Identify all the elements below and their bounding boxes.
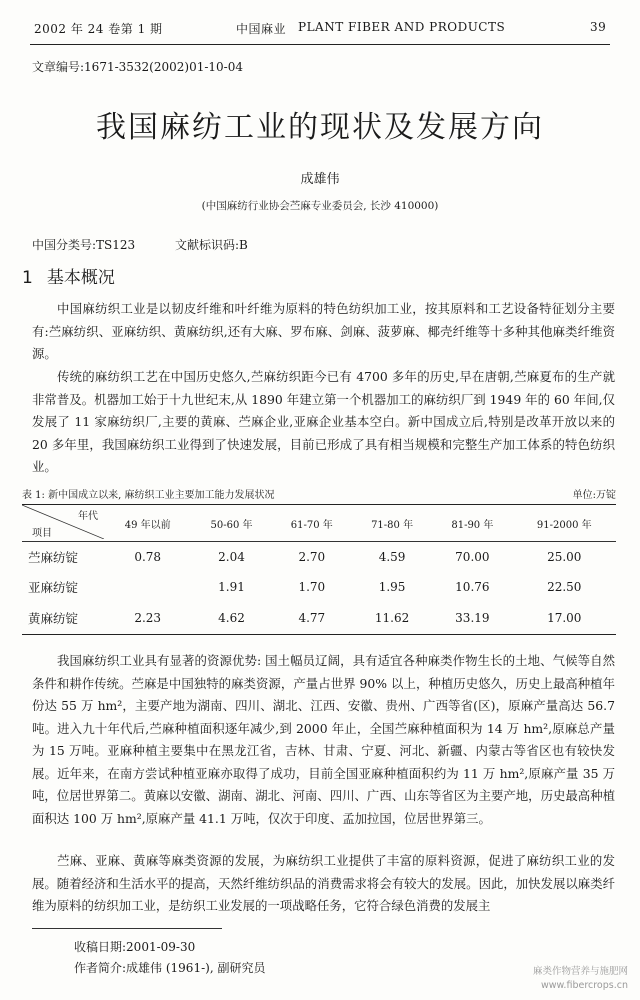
running-header xyxy=(0,0,640,50)
table-caption xyxy=(22,486,616,501)
column-header: 61-70 年 xyxy=(272,505,352,542)
corner-label-item: 项目 xyxy=(32,528,52,539)
column-header: 49 年以前 xyxy=(104,505,191,542)
column-header: 91-2000 年 xyxy=(513,505,617,542)
table-cell: 17.00 xyxy=(513,602,617,635)
table-unit: 单位:万锭 xyxy=(572,490,616,501)
table-cell: 11.62 xyxy=(352,602,432,635)
table-cell: 0.78 xyxy=(134,550,162,564)
author-affiliation: (中国麻纺行业协会苎麻专业委员会, 长沙 410000) xyxy=(201,200,439,212)
row-label: 苎麻纺锭 xyxy=(28,550,79,565)
author-name: 成雄伟 xyxy=(300,172,340,187)
clc-number: 中国分类号:TS123 xyxy=(32,238,136,252)
table-row xyxy=(22,602,616,635)
watermark xyxy=(533,965,628,993)
table-cell: 22.50 xyxy=(547,580,582,594)
table-cell: 1.91 xyxy=(218,580,245,594)
header-rule xyxy=(30,44,610,45)
paragraph-3: 我国麻纺织工业具有显著的资源优势: 国土幅员辽阔，具有适宜各种麻类作物生长的土地、气候等自然条件和耕作传统。苎麻是中国独特的麻类资源，产量占世界 90% 以上，种植历史悠久，历史上最高种植年份达 55 万 hm²，主要产地为湖南、四川、湖北、江西、安徽、贵州、广西等省(区)，原麻产量高达 56.7 吨。进入九十年代后,苎麻种植面积逐年减少,到 2000 年止，全国苎麻种植面积为 14 万 hm²,原麻总产量为 15 万吨。亚麻种植主要集中在黑龙江省，吉林、甘肃、宁夏、河北、新疆、内蒙古等省区也有较快发展。近年来，在南方尝试种植亚麻亦取得了成功，目前全国亚麻种植面积约为 11 万 hm²,原麻产量 35 万吨，位居世界第二。黄麻以安徽、湖南、湖北、河南、四川、广西、山东等省区为主要产地，历史最高种植面积达 100 万 hm²,原麻产量 41.1 万吨，仅次于印度、孟加拉国，位居世界第三。 xyxy=(32,653,615,826)
column-header: 50-60 年 xyxy=(191,505,271,542)
table-cell: 1.95 xyxy=(378,580,406,594)
table-cell: 2.23 xyxy=(104,602,191,635)
table-cell: 4.62 xyxy=(191,602,271,635)
row-label: 黄麻纺锭 xyxy=(22,602,104,635)
issue-info: 2002 年 24 卷第 1 期 xyxy=(34,22,163,36)
paragraph-2: 传统的麻纺织工艺在中国历史悠久,苎麻纺织距今已有 4700 多年的历史,早在唐朝,苎麻夏布的生产就非常普及。机器加工始于十九世纪末,从 1890 年建立第一个机器加工的麻纺织厂到 1949 年的 60 年间,仅发展了 11 家麻纺织厂,主要的黄麻、苎麻企业,亚麻企业基本空白。新中国成立后,特别是改革开放以来的 20 多年里，我国麻纺织工业得到了快速发展，目前已形成了具有相当规模和完整生产加工体系的特色纺织业。 xyxy=(32,369,615,474)
article-title: 我国麻纺工业的现状及发展方向 xyxy=(96,110,544,145)
capacity-table xyxy=(22,504,616,635)
table-cell: 4.59 xyxy=(378,550,406,564)
table-row xyxy=(22,572,616,602)
journal-name-cn: 中国麻业 xyxy=(236,22,287,36)
article-number: 文章编号:1671-3532(2002)01-10-04 xyxy=(32,60,243,74)
paragraph-4: 苎麻、亚麻、黄麻等麻类资源的发展，为麻纺织工业提供了丰富的原料资源，促进了麻纺织工业的发展。随着经济和生活水平的提高，天然纤维纺织品的消费需求将会有较大的发展。因此，加快发展以麻类纤维为原料的纺织加工业，是纺织工业发展的一项战略任务，它符合绿色消费的发展主 xyxy=(32,853,615,913)
footnote-rule xyxy=(32,928,222,929)
corner-label-year: 年代 xyxy=(78,511,98,522)
column-header: 81-90 年 xyxy=(432,505,512,542)
received-date: 收稿日期:2001-09-30 xyxy=(74,940,196,954)
table-header-row xyxy=(22,505,616,542)
classification-line xyxy=(32,236,284,253)
journal-name-en: PLANT FIBER AND PRODUCTS xyxy=(298,20,506,34)
table-corner-cell xyxy=(22,505,104,542)
paragraph-1: 中国麻纺织工业是以韧皮纤维和叶纤维为原料的特色纺织加工业，按其原料和工艺设备特征划分主要有:苎麻纺织、亚麻纺织、黄麻纺织,还有大麻、罗布麻、剑麻、菠萝麻、椰壳纤维等十多种其他麻类纤维资源。 xyxy=(32,301,615,361)
table-cell: 10.76 xyxy=(455,580,490,594)
section-title: 基本概况 xyxy=(46,268,115,288)
author-bio: 作者简介:成雄伟 (1961-), 副研究员 xyxy=(74,961,266,975)
column-header: 71-80 年 xyxy=(352,505,432,542)
watermark-line-1: 麻类作物营养与施肥网 xyxy=(532,966,628,977)
table-cell: 2.70 xyxy=(298,550,326,564)
table-cell: 4.77 xyxy=(272,602,352,635)
table-caption-text: 表 1: 新中国成立以来, 麻纺织工业主要加工能力发展状况 xyxy=(22,490,275,501)
table-cell: 70.00 xyxy=(455,550,490,564)
watermark-line-2: www.fibercrops.cn xyxy=(541,980,628,991)
table-cell: 2.04 xyxy=(218,550,245,564)
table-cell xyxy=(104,572,191,602)
table-cell: 1.70 xyxy=(298,580,326,594)
section-heading xyxy=(22,263,115,288)
table-cell: 33.19 xyxy=(432,602,512,635)
table-cell: 25.00 xyxy=(547,550,582,564)
document-code: 文献标识码:B xyxy=(175,238,248,252)
table-row xyxy=(22,542,616,573)
section-number: 1 xyxy=(22,268,33,288)
row-label: 亚麻纺锭 xyxy=(28,580,79,595)
page-number: 39 xyxy=(590,20,607,34)
